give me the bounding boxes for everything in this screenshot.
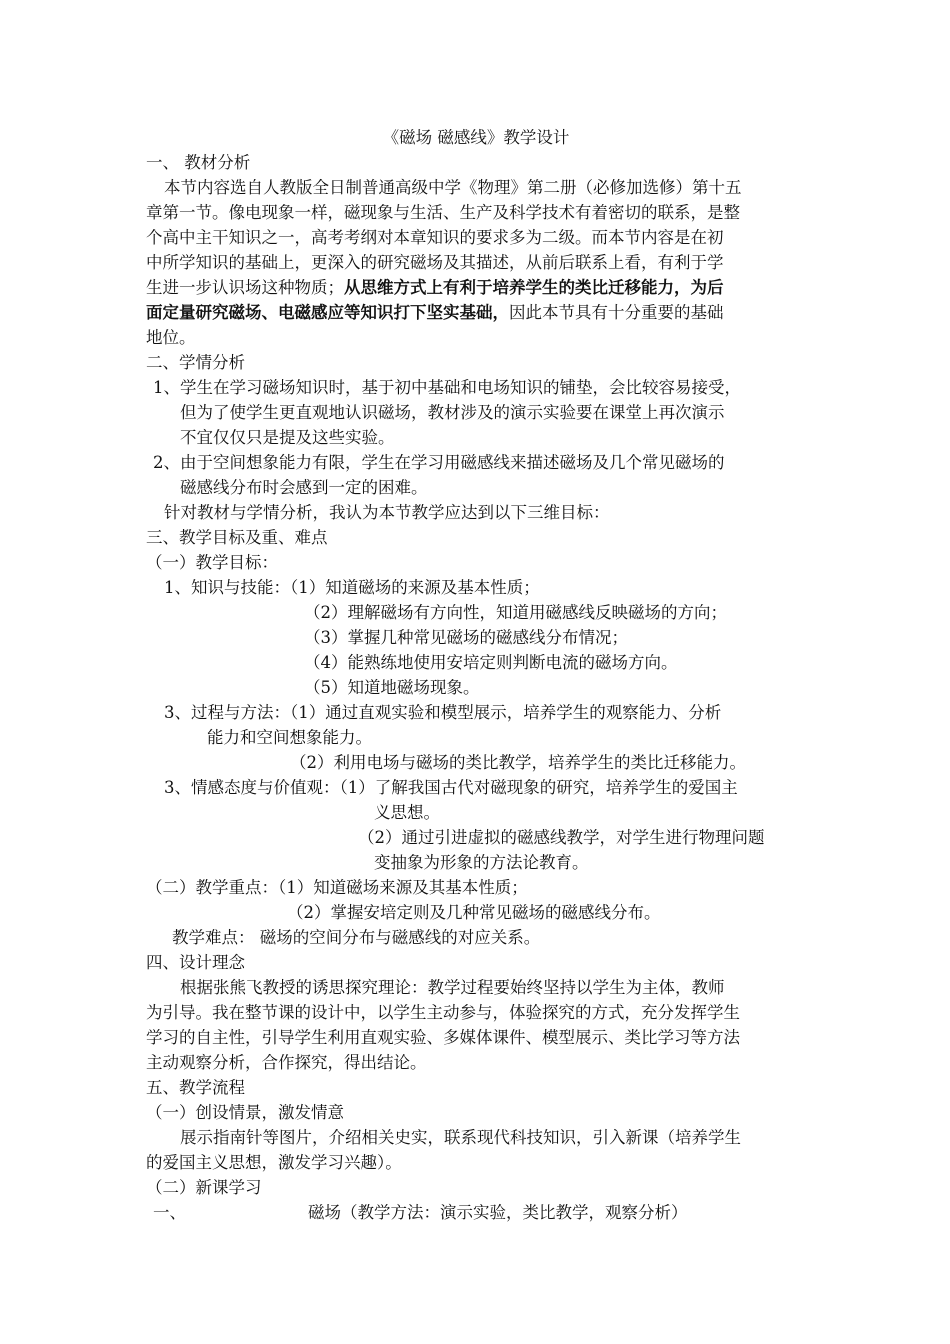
goal-text: （5）知道地磁场现象。 xyxy=(304,678,480,697)
paragraph-line xyxy=(146,302,806,324)
document-title: 《磁场 磁感线》教学设计 xyxy=(382,128,570,147)
list-item-continued: 磁感线分布时会感到一定的困难。 xyxy=(180,478,428,497)
item-number: 一、 xyxy=(153,1203,186,1222)
subheading-scenario: （一）创设情景，激发情意 xyxy=(146,1103,344,1122)
paragraph-line: 根据张熊飞教授的诱思探究理论：教学过程要始终坚持以学生为主体，教师 xyxy=(180,978,725,997)
key-point-label: （二）教学重点： xyxy=(146,878,278,897)
goal-line xyxy=(164,702,824,724)
goal-text: 能力和空间想象能力。 xyxy=(207,728,372,747)
goal-label: 3、过程与方法： xyxy=(164,703,290,722)
paragraph-line: 为引导。我在整节课的设计中，以学生主动参与，体验探究的方式，充分发挥学生 xyxy=(146,1003,740,1022)
goal-line xyxy=(164,777,824,799)
goal-text: （1）知道磁场的来源及基本性质； xyxy=(290,578,540,597)
item-text: 磁场（教学方法：演示实验，类比教学，观察分析） xyxy=(308,1203,688,1222)
highlighted-text: 面定量研究磁场、电磁感应等知识打下坚实基础， xyxy=(146,303,509,322)
section-heading-material: 一、 教材分析 xyxy=(146,153,251,172)
goal-text: （4）能熟练地使用安培定则判断电流的磁场方向。 xyxy=(304,653,678,672)
paragraph-line: 章第一节。像电现象一样，磁现象与生活、生产及科学技术有着密切的联系，是整 xyxy=(146,203,740,222)
goal-text: （1）通过直观实验和模型展示，培养学生的观察能力、分析 xyxy=(290,703,722,722)
paragraph-line: 本节内容选自人教版全日制普通高级中学《物理》第二册（必修加选修）第十五 xyxy=(164,178,742,197)
paragraph-text: 生进一步认识场这种物质； xyxy=(146,278,344,297)
goal-text: （2）通过引进虚拟的磁感线教学，对学生进行物理问题 xyxy=(358,828,765,847)
goal-text: （2）理解磁场有方向性，知道用磁感线反映磁场的方向； xyxy=(304,603,727,622)
goal-text: 变抽象为形象的方法论教育。 xyxy=(374,853,589,872)
list-item-continued: 但为了使学生更直观地认识磁场，教材涉及的演示实验要在课堂上再次演示 xyxy=(180,403,725,422)
goal-text: （2）利用电场与磁场的类比教学，培养学生的类比迁移能力。 xyxy=(290,753,746,772)
goal-line xyxy=(164,577,824,599)
key-point-text: （2）掌握安培定则及几种常见磁场的磁感线分布。 xyxy=(287,903,661,922)
goal-label: 3、情感态度与价值观： xyxy=(164,778,340,797)
goal-text: （1）了解我国古代对磁现象的研究，培养学生的爱国主 xyxy=(339,778,738,797)
key-point-text: （1）知道磁场来源及其基本性质； xyxy=(278,878,528,897)
paragraph-line: 的爱国主义思想，激发学习兴趣）。 xyxy=(146,1153,402,1172)
list-item: 2、由于空间想象能力有限，学生在学习用磁感线来描述磁场及几个常见磁场的 xyxy=(153,453,725,472)
difficulty-label: 教学难点： xyxy=(172,928,255,947)
paragraph-line: 个高中主干知识之一，高考考纲对本章知识的要求多为二级。而本节内容是在初 xyxy=(146,228,724,247)
goal-text: 义思想。 xyxy=(374,803,440,822)
section-heading-philosophy: 四、设计理念 xyxy=(146,953,245,972)
section-heading-students: 二、学情分析 xyxy=(146,353,245,372)
subheading-goals: （一）教学目标： xyxy=(146,553,278,572)
paragraph-line: 中所学知识的基础上，更深入的研究磁场及其描述，从前后联系上看，有利于学 xyxy=(146,253,724,272)
list-item: 1、学生在学习磁场知识时，基于初中基础和电场知识的铺垫，会比较容易接受， xyxy=(153,378,741,397)
summary-line: 针对教材与学情分析，我认为本节教学应达到以下三维目标： xyxy=(164,503,610,522)
difficulty-text: 磁场的空间分布与磁感线的对应关系。 xyxy=(259,928,541,947)
paragraph-line: 地位。 xyxy=(146,328,196,347)
section-heading-process: 五、教学流程 xyxy=(146,1078,245,1097)
highlighted-text: 从思维方式上有利于培养学生的类比迁移能力，为后 xyxy=(344,278,724,297)
difficulty-line xyxy=(172,927,832,949)
paragraph-text: 因此本节具有十分重要的基础 xyxy=(509,303,724,322)
paragraph-line xyxy=(146,277,806,299)
list-item-continued: 不宜仅仅只是提及这些实验。 xyxy=(180,428,395,447)
paragraph-line: 主动观察分析，合作探究，得出结论。 xyxy=(146,1053,427,1072)
paragraph-line: 学习的自主性，引导学生利用直观实验、多媒体课件、模型展示、类比学习等方法 xyxy=(146,1028,740,1047)
key-point-line xyxy=(146,877,806,899)
goal-text: （3）掌握几种常见磁场的磁感线分布情况； xyxy=(304,628,628,647)
subheading-new-lesson: （二）新课学习 xyxy=(146,1178,262,1197)
goal-label: 1、知识与技能： xyxy=(164,578,290,597)
paragraph-line: 展示指南针等图片，介绍相关史实，联系现代科技知识，引入新课（培养学生 xyxy=(180,1128,741,1147)
section-heading-goals: 三、教学目标及重、难点 xyxy=(146,528,328,547)
